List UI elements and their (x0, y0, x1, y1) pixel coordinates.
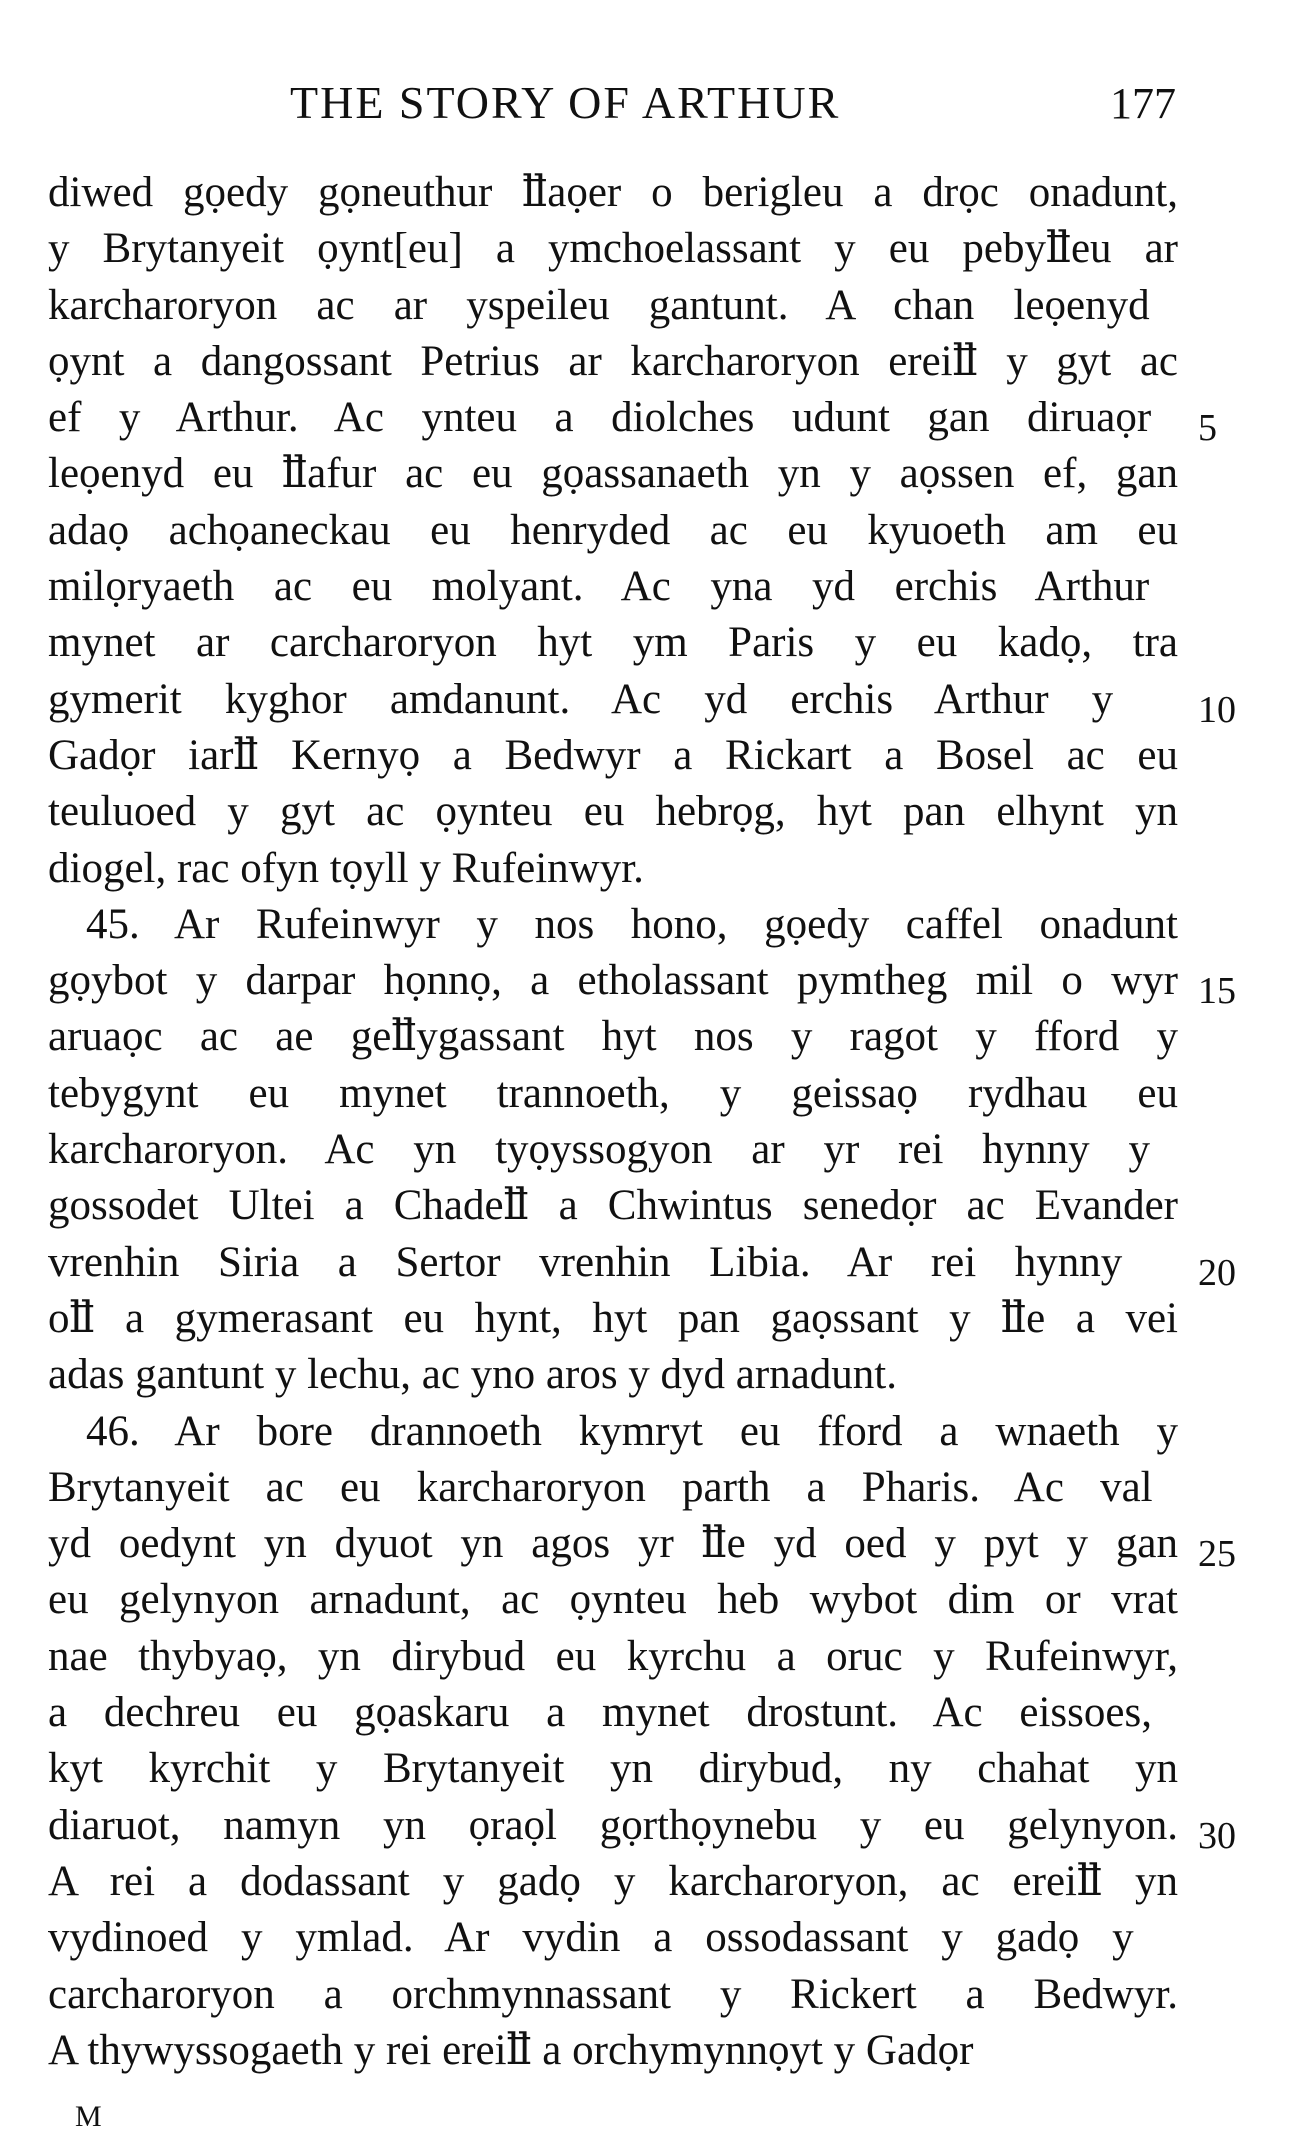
line-text: ọynt a dangossant Petrius ar karcharoryon ereiỻ y gyt ac (48, 337, 1178, 385)
running-head (0, 76, 1300, 136)
text-line (48, 1235, 1236, 1294)
line-number: 30 (1198, 1814, 1236, 1857)
line-text: vrenhin Siria a Sertor vrenhin Libia. Ar rei hynny (48, 1238, 1123, 1286)
text-line (48, 1516, 1236, 1576)
line-text: Gadọr iarỻ Kernyọ a Bedwyr a Rickart a Bosel ac eu (48, 731, 1178, 779)
line-text: karcharoryon. Ac yn tyọyssogyon ar yr rei hynny y (48, 1126, 1150, 1174)
line-text: leọenyd eu ỻafur ac eu gọassanaeth yn y aọssen ef, gan (48, 450, 1178, 498)
signature-mark: M (75, 2100, 102, 2133)
text-line (48, 334, 1178, 390)
line-text: ef y Arthur. Ac ynteu a diolches udunt gan diruaọr (48, 394, 1152, 442)
text-line (48, 1629, 1178, 1685)
line-text: adaọ achọaneckau eu henryded ac eu kyuoeth am eu (48, 506, 1178, 554)
line-text: oỻ a gymerasant eu hynt, hyt pan gaọssant y ỻe a vei (48, 1294, 1178, 1342)
text-line (48, 1009, 1178, 1065)
text-line (48, 1685, 1178, 1741)
text-line (48, 1347, 1178, 1403)
line-text: yd oedynt yn dyuot yn agos yr ỻe yd oed y pyt y gan (48, 1520, 1178, 1568)
line-text: karcharoryon ac ar yspeileu gantunt. A chan leọenyd (48, 281, 1150, 329)
line-text: a dechreu eu gọaskaru a mynet drostunt. Ac eissoes, (48, 1689, 1152, 1737)
line-text: teuluoed y gyt ac ọynteu eu hebrọg, hyt pan elhynt yn (48, 788, 1178, 836)
line-number: 20 (1198, 1251, 1236, 1294)
text-line (48, 221, 1178, 277)
line-text: gọybot y darpar họnnọ, a etholassant pymtheg mil o wyr (48, 957, 1178, 1005)
line-text: kyt kyrchit y Brytanyeit yn dirybud, ny chahat yn (48, 1745, 1178, 1793)
line-text: A rei a dodassant y gadọ y karcharoryon, ac ereiỻ yn (48, 1857, 1178, 1905)
text-line (48, 897, 1178, 953)
line-text: carcharoryon a orchmynnassant y Rickert a Bedwyr. (48, 1970, 1178, 2018)
text-line (48, 1798, 1236, 1857)
line-text: tebygynt eu mynet trannoeth, y geissaọ rydhau eu (48, 1069, 1178, 1117)
line-text: diaruot, namyn yn ọraọl gọrthọynebu y eu gelynyon. (48, 1801, 1178, 1849)
line-text: aruaọc ac ae geỻygassant hyt nos y ragot y fford y (48, 1013, 1178, 1061)
line-text: gossodet Ultei a Chadeỻ a Chwintus senedọr ac Evander (48, 1182, 1178, 1230)
line-number: 5 (1198, 407, 1217, 450)
text-line (48, 615, 1178, 671)
text-line (48, 1066, 1178, 1122)
text-line (48, 278, 1178, 334)
body-text (48, 165, 1236, 2079)
text-line (48, 728, 1178, 784)
text-line (48, 1741, 1178, 1797)
text-line (48, 1291, 1178, 1347)
text-line (48, 1404, 1178, 1460)
text-line (48, 390, 1217, 450)
line-text: Brytanyeit ac eu karcharoryon parth a Pharis. Ac val (48, 1463, 1153, 1511)
line-text: eu gelynyon arnadunt, ac ọynteu heb wybot dim or vrat (48, 1576, 1178, 1624)
text-line (48, 559, 1178, 615)
line-text: diwed gọedy gọneuthur ỻaọer o berigleu a drọc onadunt, (48, 169, 1178, 216)
text-line (48, 841, 1178, 897)
text-line (48, 1910, 1178, 1966)
running-title: THE STORY OF ARTHUR (290, 77, 841, 128)
line-text: A thywyssogaeth y rei ereiỻ a orchymynnọyt y Gadọr (48, 2026, 974, 2074)
text-line (48, 1460, 1178, 1516)
text-line (48, 1967, 1178, 2023)
line-text: adas gantunt y lechu, ac yno aros y dyd arnadunt. (48, 1351, 897, 1399)
page-number: 177 (1110, 79, 1176, 128)
line-text: nae thybyaọ, yn dirybud eu kyrchu a oruc y Rufeinwyr, (48, 1632, 1178, 1680)
line-text: gymerit kyghor amdanunt. Ac yd erchis Arthur y (48, 675, 1114, 723)
text-line (48, 784, 1178, 840)
line-number: 10 (1198, 688, 1236, 731)
text-line (48, 1854, 1178, 1910)
line-number: 15 (1198, 970, 1236, 1013)
text-line (48, 1122, 1178, 1178)
text-line (48, 2023, 1178, 2079)
line-text: mynet ar carcharoryon hyt ym Paris y eu kadọ, tra (48, 619, 1178, 667)
line-text: y Brytanyeit ọynt[eu] a ymchoelassant y eu pebyỻeu ar (48, 225, 1178, 273)
line-text: vydinoed y ymlad. Ar vydin a ossodassant y gadọ y (48, 1914, 1134, 1962)
text-line (48, 1178, 1178, 1234)
text-line (48, 503, 1178, 559)
text-line (48, 165, 1178, 221)
line-text: diogel, rac ofyn tọyll y Rufeinwyr. (48, 844, 644, 892)
line-text: 45. Ar Rufeinwyr y nos hono, gọedy caffel onadunt (86, 900, 1178, 948)
line-text: 46. Ar bore drannoeth kymryt eu fford a wnaeth y (86, 1407, 1178, 1455)
text-line (48, 446, 1178, 502)
text-line (48, 1572, 1178, 1628)
text-line (48, 953, 1236, 1013)
line-number: 25 (1198, 1533, 1236, 1576)
text-line (48, 672, 1236, 731)
line-text: milọryaeth ac eu molyant. Ac yna yd erchis Arthur (48, 563, 1150, 611)
